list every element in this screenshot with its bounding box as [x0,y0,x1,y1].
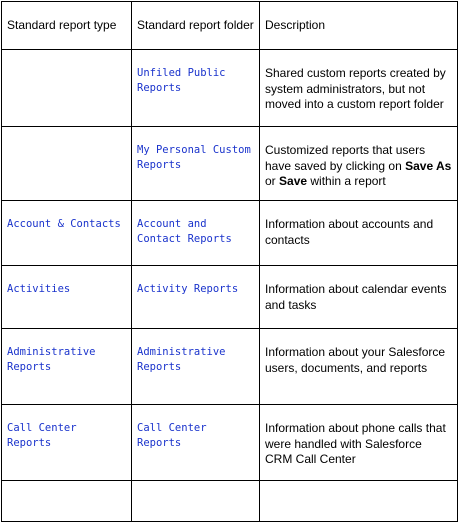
report-type-cell [2,405,132,481]
standard-reports-table [1,1,458,522]
report-type-label [7,50,126,66]
empty-cell [132,481,260,522]
description-text: Information about your Salesforce users, documents, and reports [265,345,446,375]
description-text: Shared custom reports created by system administrators, but not moved into a custom report folder [265,66,446,111]
header-report-folder: Standard report folder [132,2,260,50]
empty-cell [2,481,132,522]
header-report-type: Standard report type [2,2,132,50]
report-folder-cell [132,201,260,266]
report-folder-label: Account and Contact Reports [137,218,232,245]
report-type-label: Account & Contacts [7,218,121,230]
report-folder-label: Administrative Reports [137,346,226,373]
description-text: Customized reports that users have saved by clicking on Save As or Save within a report [265,143,452,188]
description-text: Information about phone calls that were handled with Salesforce CRM Call Center [265,421,446,466]
report-folder-label: My Personal Custom Reports [137,144,251,171]
header-description: Description [260,2,458,50]
table-row [2,127,458,201]
table-row [2,266,458,329]
header-row [2,2,458,50]
report-folder-cell [132,266,260,329]
report-folder-label: Activity Reports [137,283,239,295]
description-cell [260,201,458,266]
save-as-keyword: Save As [405,158,452,173]
report-type-label: Administrative Reports [7,346,96,373]
report-type-cell [2,329,132,405]
report-type-cell [2,127,132,201]
table-row [2,201,458,266]
table-row [2,405,458,481]
report-type-cell [2,201,132,266]
save-keyword: Save [279,174,308,188]
report-folder-label: Call Center Reports [137,422,207,449]
description-text: Information about calendar events and tasks [265,282,447,312]
report-folder-label: Unfiled Public Reports [137,67,226,94]
table-row-partial [2,481,458,522]
description-cell [260,405,458,481]
empty-cell [260,481,458,522]
description-cell [260,127,458,201]
description-cell [260,50,458,127]
report-folder-cell [132,127,260,201]
report-type-cell [2,266,132,329]
table-row [2,329,458,405]
report-type-label [7,127,126,143]
description-cell [260,266,458,329]
description-text: Information about accounts and contacts [265,217,434,247]
report-folder-cell [132,329,260,405]
report-type-label: Activities [7,283,71,295]
report-folder-cell [132,50,260,127]
report-folder-cell [132,405,260,481]
table-row [2,50,458,127]
description-cell [260,329,458,405]
report-type-cell [2,50,132,127]
report-type-label: Call Center Reports [7,422,77,449]
